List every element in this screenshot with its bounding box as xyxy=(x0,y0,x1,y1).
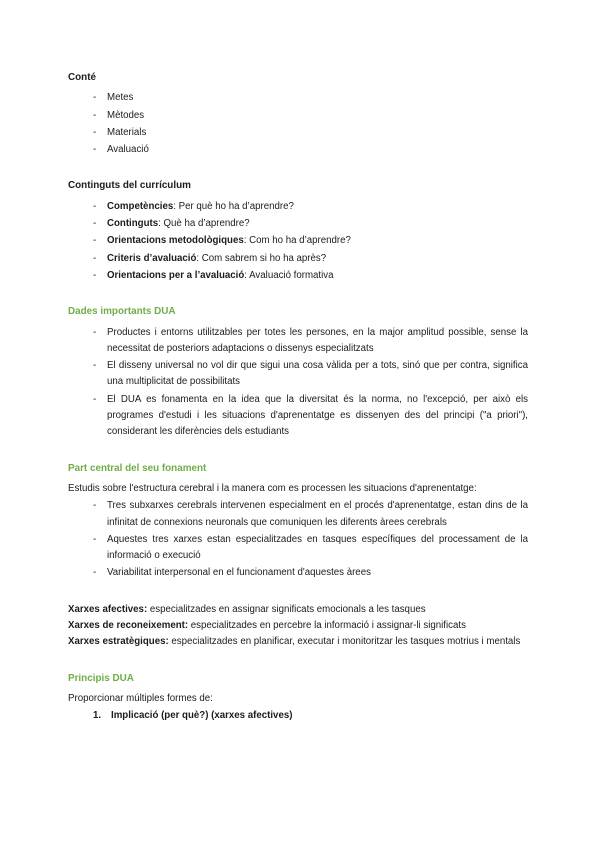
section-conte xyxy=(68,70,528,158)
bullet-text: Variabilitat interpersonal en el funcionament d'aquestes àrees xyxy=(107,567,371,579)
bullet-list xyxy=(68,498,528,581)
numbered-item xyxy=(93,708,528,724)
bold-lead: Criteris d’avaluació xyxy=(107,252,197,264)
item-number: 1. xyxy=(93,710,102,722)
bullet-text: Metes xyxy=(107,92,134,104)
bold-lead: Xarxes de reconeixement: xyxy=(68,620,189,632)
list-item xyxy=(107,532,528,565)
section-heading: Principis DUA xyxy=(68,672,134,684)
bold-lead: Xarxes estratègiques: xyxy=(68,636,169,648)
bullet-text: Productes i entorns utilitzables per totes les persones, en la major amplitud possible, sense la necessitat de posteriors adaptacions o dissenys especialitzats xyxy=(107,326,528,354)
bold-lead: Xarxes afectives: xyxy=(68,603,148,615)
bold-lead: Continguts xyxy=(107,218,159,230)
list-item xyxy=(107,108,528,124)
list-item xyxy=(107,90,528,106)
bullet-text: : Per què ho ha d’aprendre? xyxy=(173,200,294,212)
section-heading: Continguts del currículum xyxy=(68,180,191,192)
section-dades-importants-dua xyxy=(68,304,528,440)
section-principis-dua xyxy=(68,671,528,725)
section-intro: Proporcionar múltiples formes de: xyxy=(68,692,213,704)
list-item xyxy=(107,498,528,531)
bullet-list xyxy=(68,199,528,284)
bold-lead: Orientacions per a l’avaluació xyxy=(107,269,245,281)
bullet-text: : Què ha d’aprendre? xyxy=(158,218,250,230)
list-item xyxy=(107,142,528,158)
bullet-text: Materials xyxy=(107,126,147,138)
list-item xyxy=(107,325,528,358)
list-item xyxy=(107,251,528,267)
list-item xyxy=(107,392,528,441)
paragraph xyxy=(68,602,528,618)
bullet-text: : Avaluació formativa xyxy=(244,269,334,281)
paragraph xyxy=(68,618,528,634)
paragraph xyxy=(68,634,528,650)
list-item xyxy=(107,216,528,232)
list-item xyxy=(107,358,528,391)
bullet-list xyxy=(68,90,528,158)
list-item xyxy=(107,125,528,141)
bullet-text: Avaluació xyxy=(107,144,149,156)
section-heading: Dades importants DUA xyxy=(68,306,176,318)
bold-lead: Competències xyxy=(107,200,174,212)
bold-lead: Orientacions metodològiques xyxy=(107,235,244,247)
section-continguts-curriculum xyxy=(68,178,528,284)
list-item xyxy=(107,233,528,249)
list-item xyxy=(107,268,528,284)
bullet-text: Tres subxarxes cerebrals intervenen especialment en el procés d'aprenentatge, estan dins de la infinitat de connexions neuronals que comuniquen les diferents àrees cerebrals xyxy=(107,500,528,528)
section-xarxes xyxy=(68,602,528,651)
bullet-text: : Com ho ha d’aprendre? xyxy=(243,235,351,247)
paragraph-text: especialitzades en planificar, executar i monitoritzar les tasques motrius i mentals xyxy=(168,636,521,648)
paragraph-text: especialitzades en assignar significats emocionals a les tasques xyxy=(147,603,426,615)
bullet-text: Mètodes xyxy=(107,109,145,121)
section-intro: Estudis sobre l'estructura cerebral i la manera com es processen les situacions d'aprenentatge: xyxy=(68,482,477,494)
bullet-list xyxy=(68,325,528,441)
bullet-text: El DUA es fonamenta en la idea que la diversitat és la norma, no l'excepció, per això els programes d'estudi i les situacions d'aprenentatge es dissenyen des del principi ("a priori"), considerant les diferències dels estudiants xyxy=(107,393,528,438)
section-heading: Conté xyxy=(68,72,96,83)
bullet-text: Aquestes tres xarxes estan especialitzades en tasques específiques del processament de la informació o execució xyxy=(107,533,528,562)
numbered-text: Implicació (per què?) (xarxes afectives) xyxy=(111,710,293,722)
section-part-central xyxy=(68,461,528,582)
list-item xyxy=(107,199,528,215)
bullet-text: : Com sabrem si ho ha après? xyxy=(196,252,327,264)
list-item xyxy=(107,565,528,581)
paragraph-text: especialitzades en percebre la informació i assignar-li significats xyxy=(188,620,466,632)
bullet-text: El disseny universal no vol dir que sigui una cosa vàlida per a tots, sinó que per contra, significa una multiplicitat de possibilitats xyxy=(107,360,528,388)
section-heading: Part central del seu fonament xyxy=(68,462,207,474)
